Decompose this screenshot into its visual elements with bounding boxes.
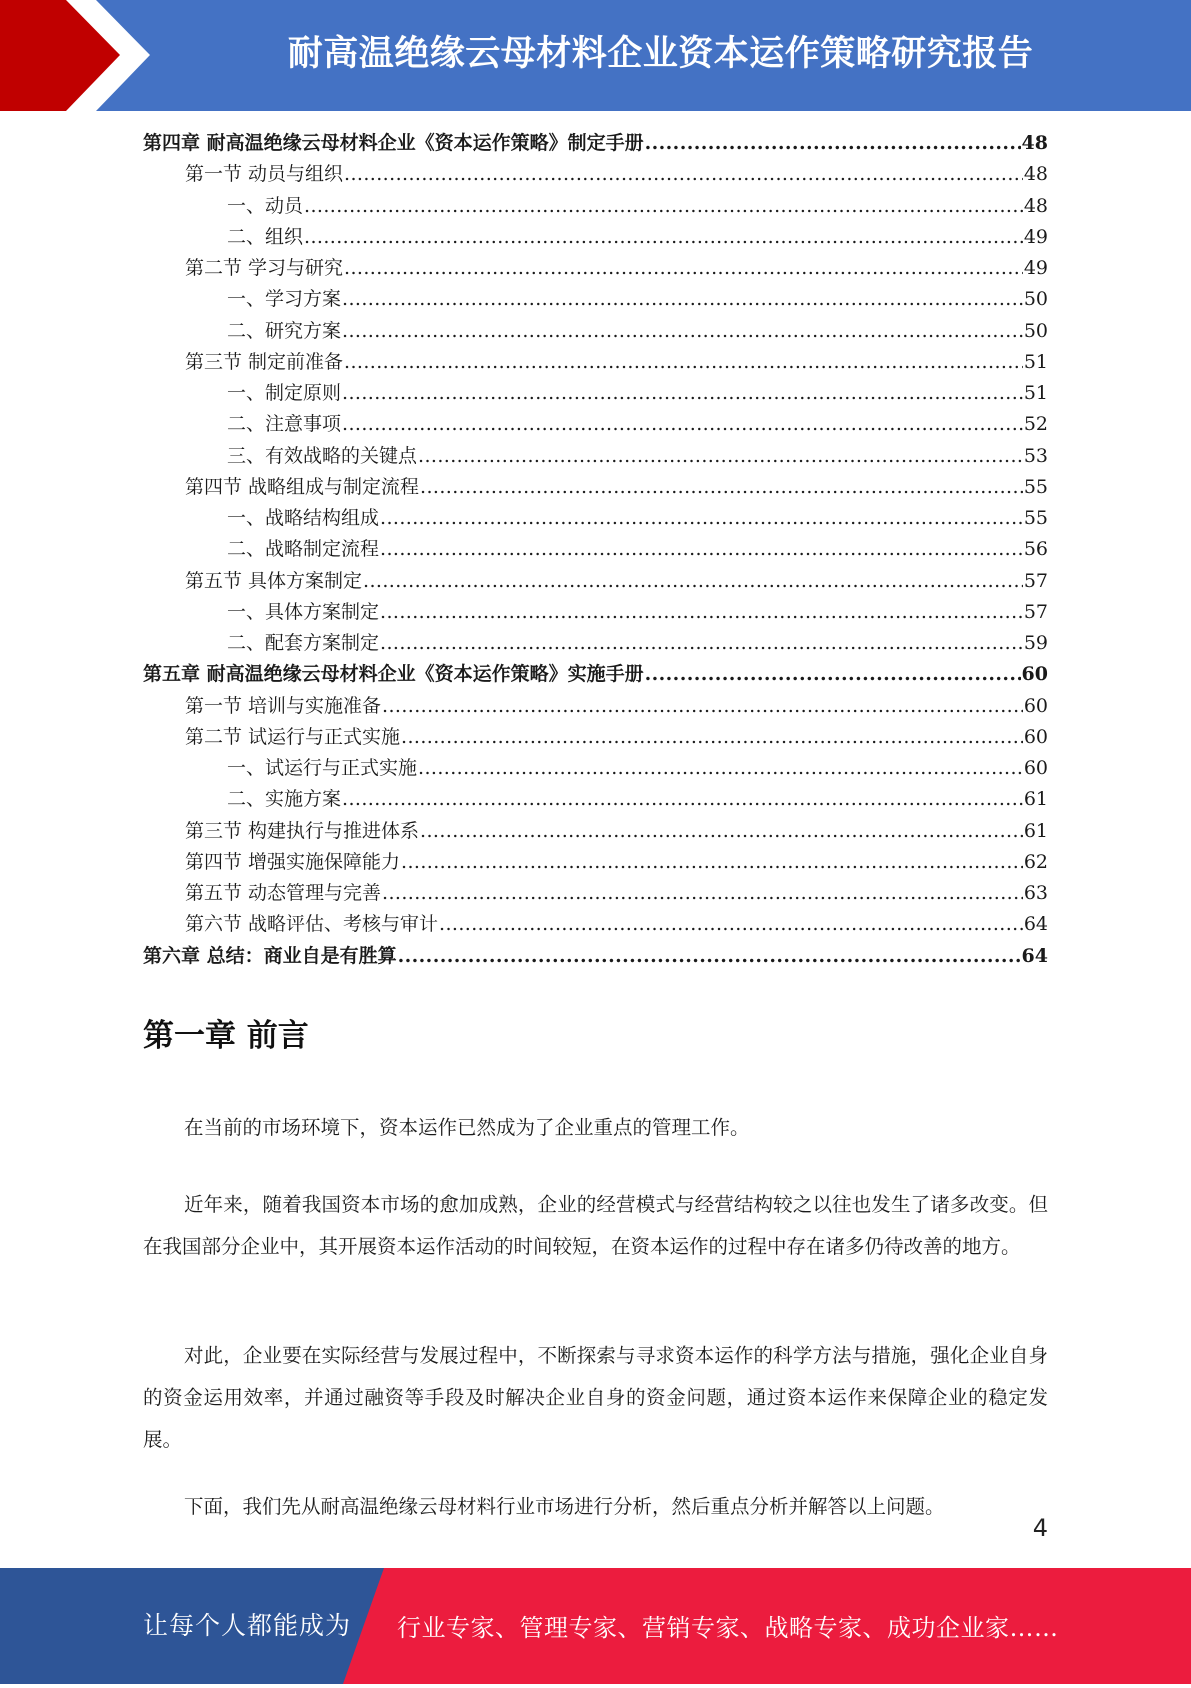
toc-subsection-entry[interactable]	[143, 628, 1048, 659]
header-banner	[0, 0, 1191, 111]
toc-dot-leader	[401, 722, 1023, 753]
toc-section-entry[interactable]	[143, 253, 1048, 284]
toc-page-number: 57	[1023, 569, 1048, 592]
toc-entry-title: 三、有效战略的关键点	[227, 444, 418, 467]
footer-slogan-right: 行业专家、管理专家、营销专家、战略专家、成功企业家……	[397, 1614, 1059, 1642]
toc-section-entry[interactable]	[143, 722, 1048, 753]
toc-page-number: 55	[1023, 507, 1048, 529]
table-of-contents	[143, 128, 1048, 972]
toc-dot-leader	[380, 628, 1023, 659]
toc-entry-title: 一、试运行与正式实施	[227, 757, 418, 779]
toc-subsection-entry[interactable]	[143, 534, 1048, 565]
toc-dot-leader	[380, 534, 1023, 565]
toc-section-entry[interactable]	[143, 347, 1048, 378]
toc-dot-leader	[363, 566, 1023, 597]
toc-page-number: 64	[1021, 944, 1048, 967]
toc-subsection-entry[interactable]	[143, 503, 1048, 534]
toc-page-number: 64	[1023, 913, 1048, 936]
toc-entry-title: 第四节 战略组成与制定流程	[185, 475, 420, 498]
toc-entry-title: 第三节 制定前准备	[185, 350, 344, 373]
toc-entry-title: 第一节 培训与实施准备	[185, 694, 382, 717]
page-number: 4	[1032, 1514, 1048, 1542]
toc-entry-title: 二、组织	[227, 225, 304, 248]
toc-dot-leader	[342, 409, 1023, 440]
toc-dot-leader	[342, 316, 1023, 347]
toc-entry-title: 一、学习方案	[227, 288, 342, 311]
toc-entry-title: 一、动员	[227, 194, 304, 217]
toc-section-entry[interactable]	[143, 159, 1048, 190]
toc-page-number: 48	[1021, 132, 1048, 154]
header-arrow-decoration	[0, 0, 160, 111]
toc-entry-title: 第三节 构建执行与推进体系	[185, 819, 420, 842]
toc-dot-leader	[342, 284, 1023, 315]
footer-slogan-left: 让每个人都能成为	[143, 1611, 352, 1640]
toc-page-number: 51	[1023, 382, 1048, 404]
toc-subsection-entry[interactable]	[143, 284, 1048, 315]
toc-entry-title: 一、战略结构组成	[227, 507, 380, 529]
toc-dot-leader	[420, 472, 1023, 503]
toc-dot-leader	[380, 597, 1023, 628]
toc-subsection-entry[interactable]	[143, 597, 1048, 628]
toc-subsection-entry[interactable]	[143, 316, 1048, 347]
toc-page-number: 57	[1023, 600, 1048, 623]
toc-page-number: 55	[1023, 475, 1048, 498]
toc-page-number: 59	[1023, 632, 1048, 654]
toc-entry-title: 二、战略制定流程	[227, 538, 380, 561]
toc-page-number: 62	[1023, 850, 1048, 873]
toc-chapter-entry[interactable]	[143, 128, 1048, 159]
toc-section-entry[interactable]	[143, 909, 1048, 940]
toc-dot-leader	[418, 441, 1023, 472]
toc-subsection-entry[interactable]	[143, 378, 1048, 409]
toc-page-number: 61	[1023, 788, 1048, 811]
toc-entry-title: 二、研究方案	[227, 319, 342, 342]
toc-subsection-entry[interactable]	[143, 441, 1048, 472]
toc-page-number: 48	[1023, 163, 1048, 186]
toc-section-entry[interactable]	[143, 691, 1048, 722]
toc-dot-leader	[344, 253, 1023, 284]
toc-dot-leader	[382, 878, 1023, 909]
paragraph-3: 对此，企业要在实际经营与发展过程中，不断探索与寻求资本运作的科学方法与措施，强化企业自身的资金运用效率，并通过融资等手段及时解决企业自身的资金问题，通过资本运作来保障企业的稳定发展。	[143, 1344, 1048, 1451]
toc-dot-leader	[382, 691, 1023, 722]
toc-section-entry[interactable]	[143, 566, 1048, 597]
toc-dot-leader	[439, 909, 1023, 940]
toc-subsection-entry[interactable]	[143, 784, 1048, 815]
toc-entry-title: 第二节 学习与研究	[185, 257, 344, 279]
report-title: 耐高温绝缘云母材料企业资本运作策略研究报告	[287, 34, 1034, 74]
footer-banner	[0, 1568, 1191, 1684]
toc-dot-leader	[342, 378, 1023, 409]
toc-dot-leader	[342, 784, 1023, 815]
toc-page-number: 52	[1023, 413, 1048, 436]
toc-entry-title: 第四章 耐高温绝缘云母材料企业《资本运作策略》制定手册	[143, 132, 644, 154]
toc-dot-leader	[304, 222, 1023, 253]
toc-page-number: 53	[1023, 444, 1048, 467]
toc-page-number: 60	[1023, 757, 1048, 779]
toc-page-number: 60	[1023, 694, 1048, 717]
toc-subsection-entry[interactable]	[143, 409, 1048, 440]
toc-chapter-entry[interactable]	[143, 659, 1048, 690]
toc-dot-leader	[398, 941, 1021, 972]
paragraph-2: 近年来，随着我国资本市场的愈加成熟，企业的经营模式与经营结构较之以往也发生了诸多改变。但在我国部分企业中，其开展资本运作活动的时间较短，在资本运作的过程中存在诸多仍待改善的地方。	[143, 1193, 1048, 1258]
chapter-title: 第一章 前言	[143, 1018, 309, 1054]
toc-section-entry[interactable]	[143, 472, 1048, 503]
toc-page-number: 60	[1021, 663, 1048, 686]
toc-entry-title: 第二节 试运行与正式实施	[185, 725, 401, 748]
toc-page-number: 56	[1023, 538, 1048, 561]
toc-entry-title: 二、实施方案	[227, 788, 342, 811]
toc-section-entry[interactable]	[143, 816, 1048, 847]
toc-entry-title: 第五节 动态管理与完善	[185, 882, 382, 904]
toc-section-entry[interactable]	[143, 847, 1048, 878]
toc-page-number: 49	[1023, 257, 1048, 279]
toc-page-number: 50	[1023, 288, 1048, 311]
toc-page-number: 61	[1023, 819, 1048, 842]
toc-entry-title: 第五节 具体方案制定	[185, 569, 363, 592]
toc-entry-title: 第六节 战略评估、考核与审计	[185, 913, 439, 936]
toc-dot-leader	[380, 503, 1023, 534]
toc-dot-leader	[420, 816, 1023, 847]
toc-page-number: 60	[1023, 725, 1048, 748]
toc-entry-title: 第四节 增强实施保障能力	[185, 850, 401, 873]
toc-entry-title: 第五章 耐高温绝缘云母材料企业《资本运作策略》实施手册	[143, 663, 644, 686]
toc-subsection-entry[interactable]	[143, 222, 1048, 253]
toc-dot-leader	[645, 659, 1021, 690]
toc-dot-leader	[418, 753, 1023, 784]
paragraph-1: 在当前的市场环境下，资本运作已然成为了企业重点的管理工作。	[184, 1116, 750, 1139]
toc-page-number: 48	[1023, 194, 1048, 217]
toc-dot-leader	[401, 847, 1023, 878]
toc-entry-title: 一、具体方案制定	[227, 600, 380, 623]
toc-entry-title: 第六章 总结：商业自是有胜算	[143, 944, 397, 967]
toc-page-number: 50	[1023, 319, 1048, 342]
toc-entry-title: 一、制定原则	[227, 382, 342, 404]
toc-page-number: 49	[1023, 225, 1048, 248]
toc-dot-leader	[344, 347, 1023, 378]
paragraph-4: 下面，我们先从耐高温绝缘云母材料行业市场进行分析，然后重点分析并解答以上问题。	[184, 1495, 945, 1518]
toc-dot-leader	[344, 159, 1023, 190]
toc-subsection-entry[interactable]	[143, 191, 1048, 222]
toc-dot-leader	[645, 128, 1021, 159]
toc-entry-title: 第一节 动员与组织	[185, 163, 344, 186]
toc-dot-leader	[304, 191, 1023, 222]
toc-chapter-entry[interactable]	[143, 941, 1048, 972]
toc-page-number: 63	[1023, 882, 1048, 904]
toc-section-entry[interactable]	[143, 878, 1048, 909]
toc-subsection-entry[interactable]	[143, 753, 1048, 784]
toc-entry-title: 二、配套方案制定	[227, 632, 380, 654]
toc-entry-title: 二、注意事项	[227, 413, 342, 436]
toc-page-number: 51	[1023, 350, 1048, 373]
